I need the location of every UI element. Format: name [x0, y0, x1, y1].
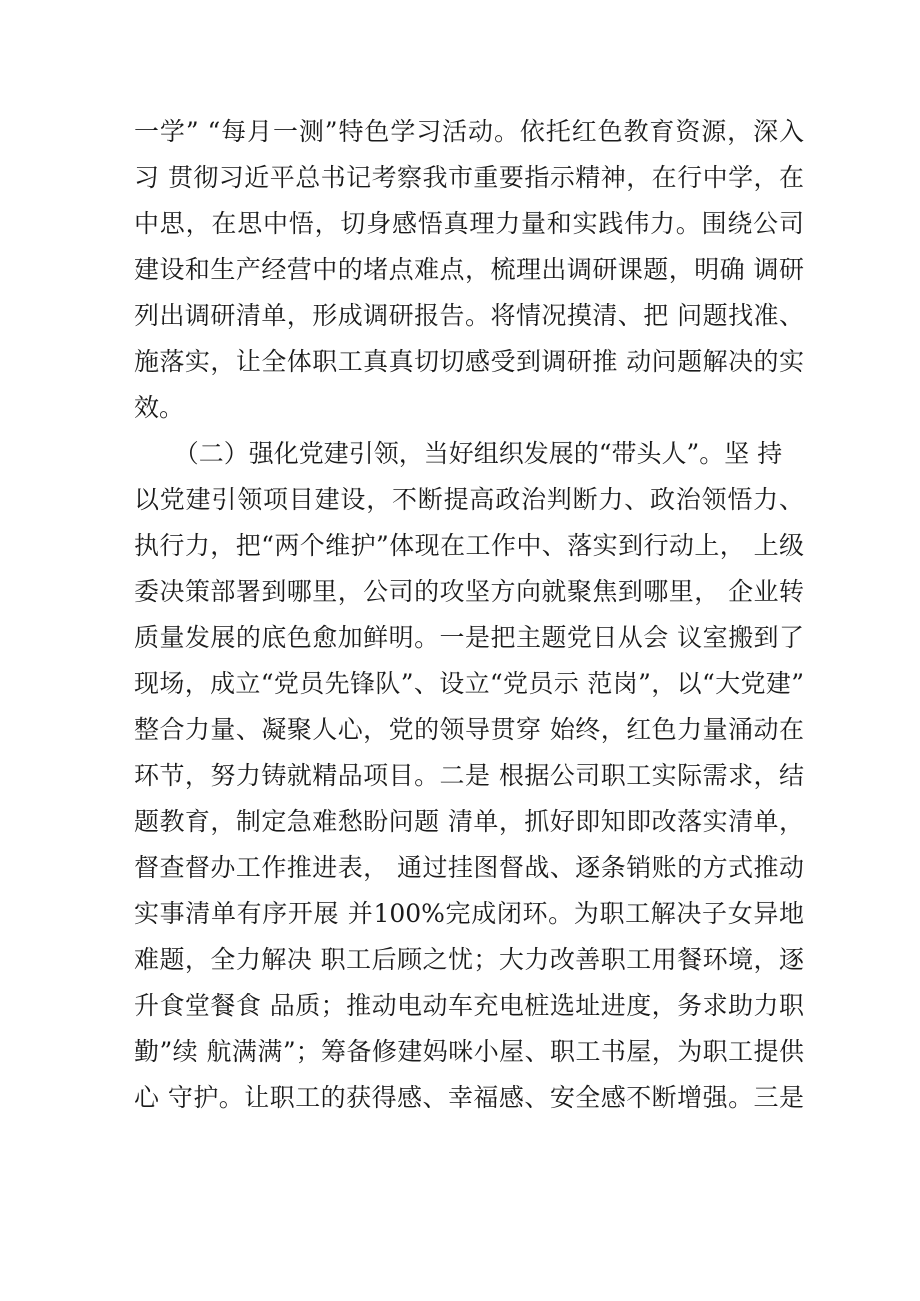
text-line-5: 列出调研清单，形成调研报告。将情况摸清、把 问题找准、 [134, 301, 804, 330]
text-line-14: 整合力量、凝聚人心，党的领导贯穿 始终，红色力量涌动在 [134, 715, 804, 744]
text-line-13: 现场，成立“党员先锋队”、设立“党员示 范岗”，以“大党建” [134, 669, 804, 698]
text-line-21: 勤”续 航满满”；筹备修建妈咪小屋、职工书屋，为职工提供 [134, 1037, 804, 1066]
text-line-15: 环节，努力铸就精品项目。二是 根据公司职工实际需求，结 [134, 761, 804, 790]
section-heading-2: （二）强化党建引领，当好组织发展的“带头人”。坚 持 [134, 439, 783, 468]
text-line-1: 一学” “每月一测”特色学习活动。依托红色教育资源，深入 [134, 117, 804, 146]
text-line-16: 题教育，制定急难愁盼问题 清单，抓好即知即改落实清单， [134, 807, 804, 836]
text-line-10: 执行力，把“两个维护”体现在工作中、落实到行动上， 上级 [134, 531, 804, 560]
text-line-12: 质量发展的底色愈加鲜明。一是把主题党日从会 议室搬到了 [134, 623, 804, 652]
text-line-2: 习 贯彻习近平总书记考察我市重要指示精神，在行中学，在 [134, 163, 804, 192]
text-line-20: 升食堂餐食 品质；推动电动车充电桩选址进度，务求助力职 [134, 991, 804, 1020]
text-line-22: 心 守护。让职工的获得感、幸福感、安全感不断增强。三是 [134, 1083, 804, 1112]
text-line-18: 实事清单有序开展 并100%完成闭环。为职工解决子女异地 [134, 899, 804, 928]
text-line-9: 以党建引领项目建设，不断提高政治判断力、政治领悟力、 [134, 485, 804, 514]
text-line-17: 督查督办工作推进表， 通过挂图督战、逐条销账的方式推动 [134, 853, 804, 882]
text-line-4: 建设和生产经营中的堵点难点，梳理出调研课题，明确 调研 [134, 255, 804, 284]
text-line-19: 难题，全力解决 职工后顾之忧；大力改善职工用餐环境，逐 [134, 945, 804, 974]
text-line-6: 施落实，让全体职工真真切切感受到调研推 动问题解决的实 [134, 347, 804, 376]
text-line-7: 效。 [134, 393, 185, 422]
body-text [134, 109, 804, 1121]
text-line-11: 委决策部署到哪里，公司的攻坚方向就聚焦到哪里， 企业转 [134, 577, 804, 606]
text-line-3: 中思，在思中悟，切身感悟真理力量和实践伟力。围绕公司 [134, 209, 804, 238]
